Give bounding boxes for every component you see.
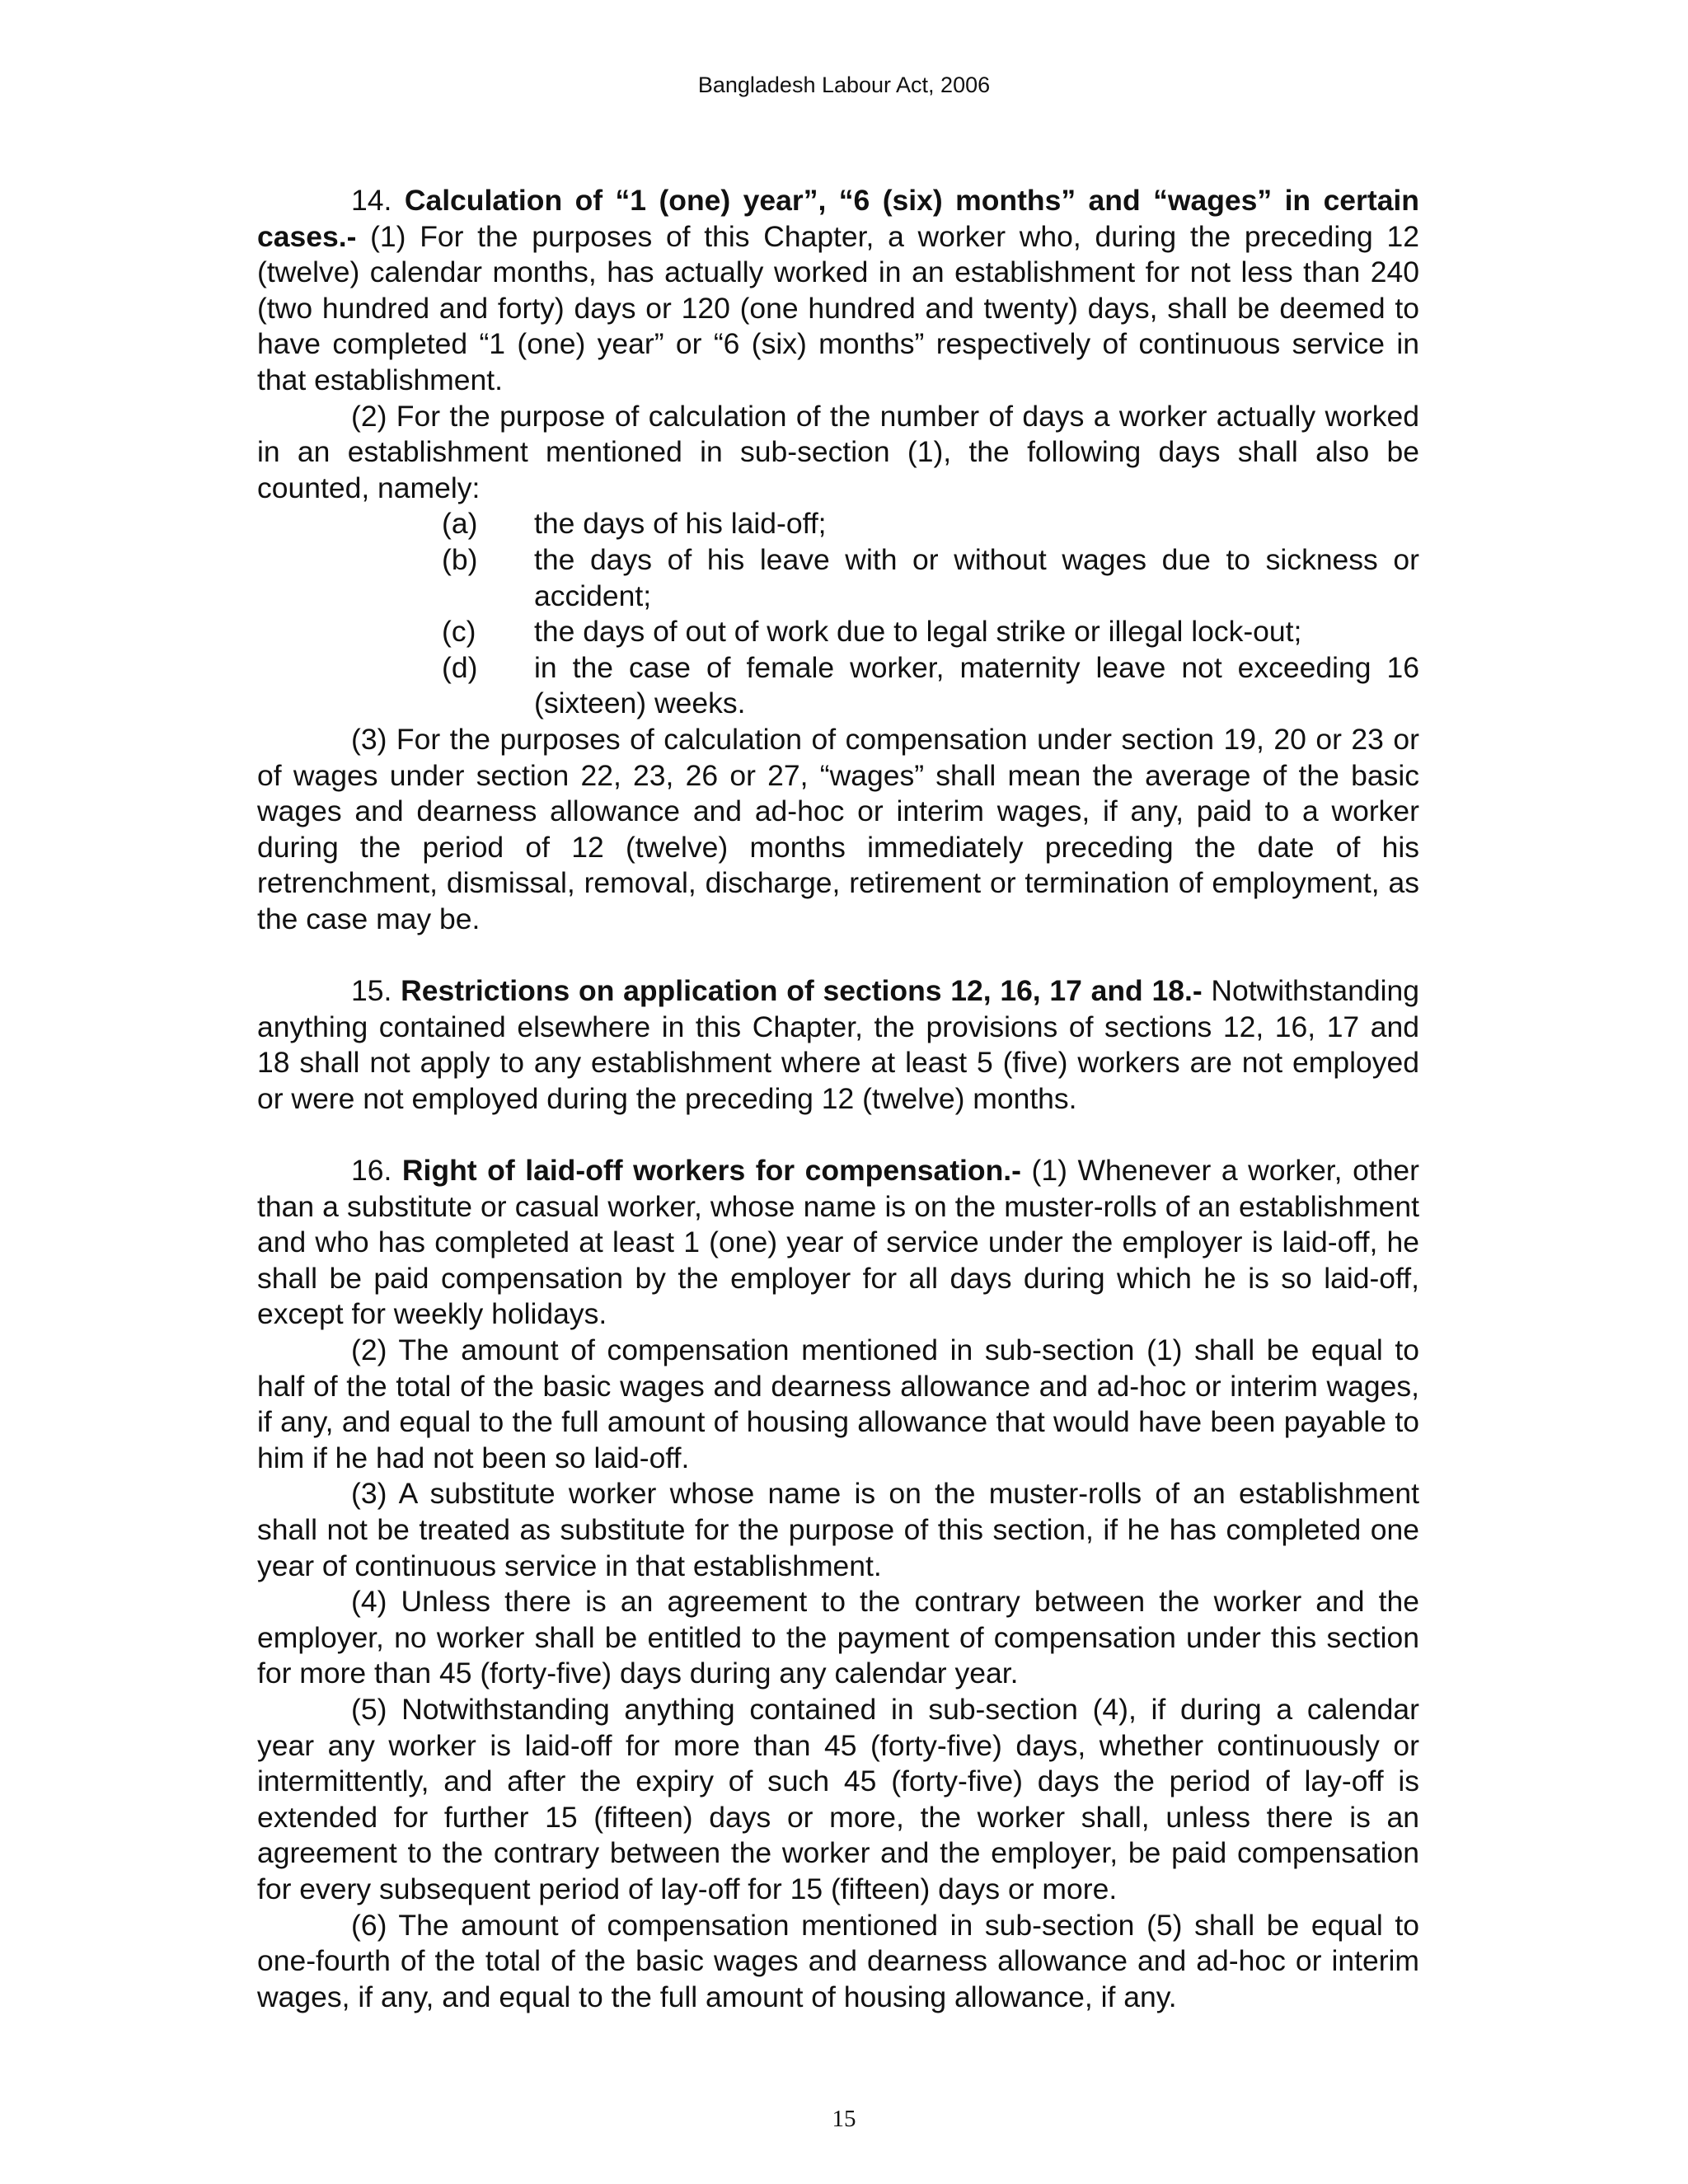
clause-text: the days of his laid-off;: [534, 507, 827, 541]
section-14-subsection-3: (3) For the purposes of calculation of compensation under section 19, 20 or 23 or of wages under section 22, 23, 26 or 27, “wages” shall mean the average of the basic wages and dearness allowance and ad-hoc or interim wages, if any, paid to a worker during the period of 12 (twelve) months immediately preceding the date of his retrenchment, dismissal, removal, discharge, retirement or termination of employment, as the case may be.: [257, 722, 1419, 935]
clause-b: [442, 542, 1419, 614]
clause-c: [442, 614, 1419, 650]
page-number: 15: [832, 2106, 856, 2132]
section-14-subsection-1: [257, 183, 1419, 399]
section-14: [257, 183, 1419, 937]
section-number: 16.: [351, 1154, 392, 1188]
section-heading: Restrictions on application of sections 12, 16, 17 and 18.-: [401, 974, 1203, 1008]
section-16-subsection-3: (3) A substitute worker whose name is on the muster-rolls of an establishment shall not be treated as substitute for the purpose of this section, if he has completed one year of continuous service in that establishment.: [257, 1477, 1419, 1582]
section-14-subsection-2: (2) For the purpose of calculation of the number of days a worker actually worked in an establishment mentioned in sub-section (1), the following days shall also be counted, namely:: [257, 399, 1419, 504]
clause-text: the days of his leave with or without wages due to sickness or accident;: [534, 542, 1419, 612]
document-body: [257, 183, 1419, 2015]
section-15: [257, 973, 1419, 1117]
section-number: 14.: [351, 184, 392, 217]
clause-text: in the case of female worker, maternity leave not exceeding 16 (sixteen) weeks.: [534, 650, 1419, 720]
running-header: Bangladesh Labour Act, 2006: [697, 73, 991, 97]
clause-d: [442, 650, 1419, 722]
section-16: [257, 1153, 1419, 2015]
section-16-subsection-1: [257, 1153, 1419, 1333]
section-16-subsection-1-text: (1) Whenever a worker, other than a substitute or casual worker, whose name is on the muster-rolls of an establishment and who has completed at least 1 (one) year of service under the employer is laid-off, he shall be paid compensation by the employer for all days during which he is so laid-off, except for weekly holidays.: [257, 1154, 1420, 1331]
clause-label: (d): [442, 650, 478, 684]
clause-label: (a): [442, 507, 478, 541]
section-14-subsection-1-text: (1) For the purposes of this Chapter, a worker who, during the preceding 12 (twelve) calendar months, has actually worked in an establishment for not less than 240 (two hundred and forty) days or 120 (one hundred and twenty) days, shall be deemed to have completed “1 (one) year” or “6 (six) months” respectively of continuous service in that establishment.: [257, 219, 1419, 396]
section-heading: Right of laid-off workers for compensation.-: [401, 1154, 1021, 1188]
section-15-text: Notwithstanding anything contained elsewhere in this Chapter, the provisions of sections 12, 16, 17 and 18 shall not apply to any establishment where at least 5 (five) workers are not employed or were not employed during the preceding 12 (twelve) months.: [257, 974, 1419, 1115]
clause-label: (c): [442, 615, 476, 649]
clause-a: [442, 506, 1419, 542]
clause-label: (b): [442, 542, 478, 576]
section-heading: Calculation of “1 (one) year”, “6 (six) months” and “wages” in certain cases.-: [257, 184, 1419, 253]
section-16-subsection-4: (4) Unless there is an agreement to the contrary between the worker and the employer, no worker shall be entitled to the payment of compensation under this section for more than 45 (forty-five) days during any calendar year.: [257, 1585, 1419, 1690]
section-16-subsection-2: (2) The amount of compensation mentioned in sub-section (1) shall be equal to half of the total of the basic wages and dearness allowance and ad-hoc or interim wages, if any, and equal to the full amount of housing allowance that would have been payable to him if he had not been so laid-off.: [257, 1333, 1419, 1474]
section-16-subsection-6: (6) The amount of compensation mentioned in sub-section (5) shall be equal to one-fourth of the total of the basic wages and dearness allowance and ad-hoc or interim wages, if any, and equal to the full amount of housing allowance, if any.: [257, 1908, 1419, 2013]
clause-text: the days of out of work due to legal strike or illegal lock-out;: [534, 615, 1302, 649]
clause-list: [257, 506, 1419, 722]
section-15-body: [257, 973, 1419, 1117]
section-number: 15.: [351, 974, 392, 1008]
section-16-subsection-5: (5) Notwithstanding anything contained in sub-section (4), if during a calendar year any worker is laid-off for more than 45 (forty-five) days, whether continuously or intermittently, and after the expiry of such 45 (forty-five) days the period of lay-off is extended for further 15 (fifteen) days or more, the worker shall, unless there is an agreement to the contrary between the worker and the employer, be paid compensation for every subsequent period of lay-off for 15 (fifteen) days or more.: [257, 1692, 1419, 1905]
